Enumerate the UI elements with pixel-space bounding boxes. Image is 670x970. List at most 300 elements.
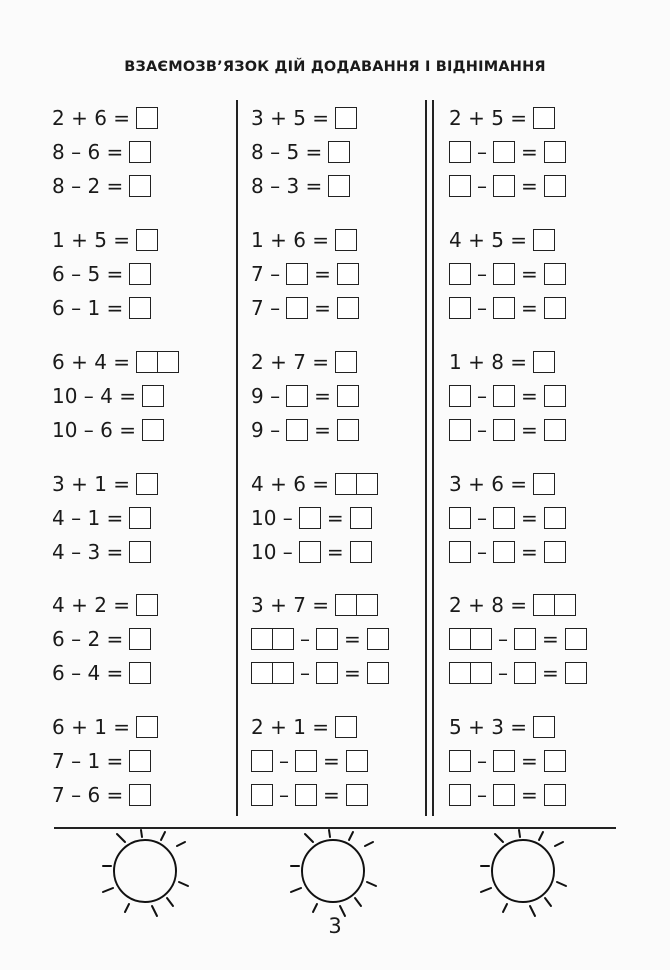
answer-box-group[interactable] [533, 716, 555, 738]
answer-box-group[interactable] [335, 107, 357, 129]
answer-box[interactable] [337, 419, 359, 441]
equation-row [251, 351, 357, 373]
answer-box[interactable] [335, 229, 357, 251]
answer-box[interactable] [449, 263, 471, 285]
equation-row [449, 750, 566, 772]
equation-row [52, 419, 164, 441]
sun-icon [283, 826, 383, 921]
equation-text: – [279, 749, 289, 773]
answer-box-group[interactable] [533, 229, 555, 251]
equation-text: 7 – [251, 262, 281, 286]
answer-box[interactable] [544, 541, 566, 563]
answer-box[interactable] [544, 419, 566, 441]
answer-box-group[interactable] [449, 750, 471, 772]
answer-box-group[interactable] [136, 716, 158, 738]
equation-text: 6 – 1 = [52, 296, 124, 320]
equation-row [251, 628, 389, 650]
answer-box-group[interactable] [129, 297, 151, 319]
equation-row [449, 716, 555, 738]
equation-text: 3 + 1 = [52, 472, 131, 496]
answer-box-group[interactable] [493, 541, 515, 563]
answer-box[interactable] [328, 141, 350, 163]
answer-box[interactable] [136, 351, 158, 373]
answer-box-group[interactable] [493, 385, 515, 407]
answer-box-group[interactable] [295, 750, 317, 772]
answer-box-group[interactable] [316, 662, 338, 684]
equation-text: 10 – [251, 506, 293, 530]
answer-box[interactable] [316, 628, 338, 650]
equation-row [52, 229, 158, 251]
equation-row [52, 263, 151, 285]
answer-box[interactable] [251, 662, 273, 684]
answer-box[interactable] [493, 419, 515, 441]
equation-text: 4 + 2 = [52, 593, 131, 617]
answer-box-group[interactable] [493, 297, 515, 319]
answer-box[interactable] [449, 175, 471, 197]
equation-text: 2 + 1 = [251, 715, 330, 739]
answer-box[interactable] [129, 662, 151, 684]
answer-box[interactable] [129, 628, 151, 650]
answer-box[interactable] [350, 541, 372, 563]
answer-box-group[interactable] [544, 141, 566, 163]
equation-text: = [521, 783, 538, 807]
equation-text: 2 + 6 = [52, 106, 131, 130]
equation-text: 10 – 4 = [52, 384, 137, 408]
answer-box-group[interactable] [449, 419, 471, 441]
answer-box[interactable] [335, 351, 357, 373]
answer-box[interactable] [449, 750, 471, 772]
answer-box-group[interactable] [129, 784, 151, 806]
answer-box[interactable] [136, 229, 158, 251]
equation-row [52, 662, 151, 684]
answer-box-group[interactable] [350, 541, 372, 563]
answer-box-group[interactable] [367, 628, 389, 650]
answer-box[interactable] [273, 628, 294, 650]
equation-text: 9 – [251, 418, 281, 442]
answer-box-group[interactable] [129, 750, 151, 772]
answer-box-group[interactable] [316, 628, 338, 650]
answer-box[interactable] [533, 229, 555, 251]
equation-text: 7 – 6 = [52, 783, 124, 807]
equation-text: 1 + 5 = [52, 228, 131, 252]
equation-text: 4 – 3 = [52, 540, 124, 564]
equation-text: = [521, 262, 538, 286]
equation-text: = [521, 140, 538, 164]
answer-box[interactable] [136, 716, 158, 738]
answer-box[interactable] [129, 750, 151, 772]
answer-box-group[interactable] [533, 107, 555, 129]
equation-row [251, 594, 378, 616]
answer-box-group[interactable] [251, 662, 294, 684]
answer-box[interactable] [337, 263, 359, 285]
answer-box[interactable] [449, 662, 471, 684]
answer-box[interactable] [337, 385, 359, 407]
equation-text: = [542, 661, 559, 685]
answer-box[interactable] [357, 473, 378, 495]
equation-text: = [326, 506, 344, 530]
answer-box[interactable] [533, 473, 555, 495]
answer-box[interactable] [158, 351, 179, 373]
page-number: 3 [328, 914, 342, 938]
column-divider [236, 100, 238, 816]
answer-box-group[interactable] [286, 297, 308, 319]
answer-box-group[interactable] [544, 263, 566, 285]
answer-box-group[interactable] [299, 507, 321, 529]
answer-box-group[interactable] [493, 750, 515, 772]
equation-text: – [477, 174, 487, 198]
answer-box[interactable] [142, 419, 164, 441]
answer-box[interactable] [129, 263, 151, 285]
equation-row [449, 784, 566, 806]
answer-box-group[interactable] [449, 141, 471, 163]
answer-box-group[interactable] [251, 784, 273, 806]
equation-text: 1 + 8 = [449, 350, 528, 374]
answer-box-group[interactable] [533, 351, 555, 373]
answer-box-group[interactable] [335, 716, 357, 738]
answer-box[interactable] [286, 263, 308, 285]
equation-row [449, 419, 566, 441]
equation-text: 2 + 7 = [251, 350, 330, 374]
answer-box-group[interactable] [337, 263, 359, 285]
equation-text: 6 + 4 = [52, 350, 131, 374]
answer-box-group[interactable] [544, 750, 566, 772]
answer-box[interactable] [471, 662, 492, 684]
answer-box[interactable] [533, 107, 555, 129]
equation-row [52, 507, 151, 529]
answer-box-group[interactable] [493, 141, 515, 163]
equation-row [251, 297, 359, 319]
equation-text: 10 – [251, 540, 293, 564]
equation-text: = [344, 627, 361, 651]
equation-text: 3 + 6 = [449, 472, 528, 496]
equation-row [52, 594, 158, 616]
answer-box[interactable] [295, 784, 317, 806]
answer-box[interactable] [449, 297, 471, 319]
equation-row [251, 750, 368, 772]
answer-box[interactable] [346, 750, 368, 772]
equation-text: = [314, 296, 331, 320]
answer-box[interactable] [544, 175, 566, 197]
answer-box[interactable] [565, 628, 587, 650]
equation-row [251, 507, 372, 529]
equation-row [449, 628, 587, 650]
equation-row [52, 784, 151, 806]
equation-text: = [521, 540, 538, 564]
equation-text: – [477, 262, 487, 286]
answer-box-group[interactable] [129, 507, 151, 529]
answer-box-group[interactable] [129, 175, 151, 197]
answer-box[interactable] [335, 716, 357, 738]
equation-text: = [314, 384, 331, 408]
answer-box-group[interactable] [328, 141, 350, 163]
answer-box-group[interactable] [299, 541, 321, 563]
answer-box[interactable] [493, 263, 515, 285]
answer-box-group[interactable] [544, 297, 566, 319]
answer-box[interactable] [493, 541, 515, 563]
answer-box[interactable] [129, 541, 151, 563]
answer-box[interactable] [514, 628, 536, 650]
answer-box-group[interactable] [544, 175, 566, 197]
equation-text: 6 + 1 = [52, 715, 131, 739]
equation-text: = [314, 262, 331, 286]
equation-row [449, 662, 587, 684]
answer-box[interactable] [129, 297, 151, 319]
equation-text: 7 – [251, 296, 281, 320]
answer-box[interactable] [286, 419, 308, 441]
answer-box-group[interactable] [449, 628, 492, 650]
equation-text: 4 + 6 = [251, 472, 330, 496]
answer-box-group[interactable] [286, 419, 308, 441]
answer-box[interactable] [286, 385, 308, 407]
answer-box-group[interactable] [533, 594, 576, 616]
answer-box[interactable] [493, 297, 515, 319]
answer-box[interactable] [337, 297, 359, 319]
answer-box[interactable] [357, 594, 378, 616]
answer-box[interactable] [471, 628, 492, 650]
answer-box[interactable] [493, 175, 515, 197]
equation-text: 9 – [251, 384, 281, 408]
answer-box[interactable] [335, 473, 357, 495]
equation-row [52, 541, 151, 563]
column-divider [432, 100, 434, 816]
answer-box-group[interactable] [565, 628, 587, 650]
answer-box-group[interactable] [129, 263, 151, 285]
equation-text: – [498, 661, 508, 685]
answer-box-group[interactable] [136, 473, 158, 495]
equation-text: 5 + 3 = [449, 715, 528, 739]
equation-text: 7 – 1 = [52, 749, 124, 773]
answer-box-group[interactable] [337, 419, 359, 441]
equation-row [449, 141, 566, 163]
equation-row [52, 628, 151, 650]
equation-text: – [300, 661, 310, 685]
answer-box[interactable] [449, 541, 471, 563]
answer-box[interactable] [316, 662, 338, 684]
equation-text: = [323, 783, 340, 807]
answer-box[interactable] [449, 141, 471, 163]
answer-box-group[interactable] [544, 784, 566, 806]
answer-box[interactable] [533, 716, 555, 738]
equation-row [251, 541, 372, 563]
answer-box[interactable] [533, 594, 555, 616]
answer-box[interactable] [346, 784, 368, 806]
answer-box[interactable] [544, 784, 566, 806]
equation-row [52, 297, 151, 319]
answer-box-group[interactable] [286, 385, 308, 407]
answer-box-group[interactable] [129, 628, 151, 650]
answer-box-group[interactable] [251, 750, 273, 772]
answer-box-group[interactable] [346, 784, 368, 806]
answer-box[interactable] [136, 107, 158, 129]
answer-box[interactable] [544, 297, 566, 319]
answer-box-group[interactable] [142, 419, 164, 441]
answer-box[interactable] [533, 351, 555, 373]
answer-box[interactable] [544, 750, 566, 772]
answer-box-group[interactable] [328, 175, 350, 197]
equation-text: 4 + 5 = [449, 228, 528, 252]
equation-row [449, 594, 576, 616]
answer-box-group[interactable] [493, 175, 515, 197]
equation-text: 4 – 1 = [52, 506, 124, 530]
answer-box-group[interactable] [493, 419, 515, 441]
answer-box-group[interactable] [449, 507, 471, 529]
answer-box-group[interactable] [367, 662, 389, 684]
equation-row [449, 297, 566, 319]
answer-box-group[interactable] [514, 662, 536, 684]
answer-box-group[interactable] [335, 594, 378, 616]
equation-row [251, 385, 359, 407]
answer-box[interactable] [449, 784, 471, 806]
equation-row [251, 473, 378, 495]
answer-box[interactable] [129, 507, 151, 529]
equation-row [52, 141, 151, 163]
answer-box-group[interactable] [335, 229, 357, 251]
answer-box-group[interactable] [449, 175, 471, 197]
equation-row [52, 175, 151, 197]
answer-box[interactable] [251, 784, 273, 806]
answer-box[interactable] [514, 662, 536, 684]
answer-box-group[interactable] [565, 662, 587, 684]
answer-box[interactable] [367, 662, 389, 684]
equation-row [449, 107, 555, 129]
answer-box[interactable] [493, 784, 515, 806]
answer-box[interactable] [449, 419, 471, 441]
equation-text: – [477, 540, 487, 564]
answer-box-group[interactable] [335, 473, 378, 495]
answer-box[interactable] [129, 141, 151, 163]
answer-box[interactable] [449, 507, 471, 529]
equation-row [251, 141, 350, 163]
answer-box-group[interactable] [251, 628, 294, 650]
answer-box-group[interactable] [136, 594, 158, 616]
answer-box-group[interactable] [449, 263, 471, 285]
equation-text: = [521, 418, 538, 442]
answer-box[interactable] [129, 175, 151, 197]
answer-box-group[interactable] [335, 351, 357, 373]
equation-text: = [323, 749, 340, 773]
equation-row [251, 229, 357, 251]
answer-box[interactable] [273, 662, 294, 684]
column-divider [425, 100, 427, 816]
equation-text: = [542, 627, 559, 651]
answer-box-group[interactable] [350, 507, 372, 529]
equation-text: 2 + 8 = [449, 593, 528, 617]
answer-box-group[interactable] [136, 351, 179, 373]
equation-text: = [521, 296, 538, 320]
answer-box[interactable] [335, 107, 357, 129]
answer-box-group[interactable] [493, 263, 515, 285]
answer-box-group[interactable] [449, 385, 471, 407]
answer-box-group[interactable] [129, 141, 151, 163]
equation-text: 8 – 2 = [52, 174, 124, 198]
equation-text: – [300, 627, 310, 651]
answer-box-group[interactable] [295, 784, 317, 806]
answer-box-group[interactable] [533, 473, 555, 495]
answer-box[interactable] [367, 628, 389, 650]
equation-row [52, 473, 158, 495]
equation-text: 10 – 6 = [52, 418, 137, 442]
answer-box-group[interactable] [514, 628, 536, 650]
answer-box[interactable] [136, 594, 158, 616]
answer-box[interactable] [142, 385, 164, 407]
equation-row [251, 107, 357, 129]
equation-row [251, 419, 359, 441]
answer-box-group[interactable] [129, 541, 151, 563]
answer-box-group[interactable] [544, 385, 566, 407]
equation-row [449, 229, 555, 251]
equation-text: = [521, 174, 538, 198]
answer-box[interactable] [286, 297, 308, 319]
answer-box[interactable] [328, 175, 350, 197]
answer-box-group[interactable] [346, 750, 368, 772]
answer-box[interactable] [565, 662, 587, 684]
equation-row [449, 473, 555, 495]
answer-box[interactable] [493, 385, 515, 407]
answer-box-group[interactable] [449, 297, 471, 319]
equation-row [251, 263, 359, 285]
equation-row [449, 385, 566, 407]
equation-text: 3 + 7 = [251, 593, 330, 617]
answer-box[interactable] [129, 784, 151, 806]
answer-box[interactable] [544, 385, 566, 407]
answer-box-group[interactable] [142, 385, 164, 407]
answer-box[interactable] [555, 594, 576, 616]
answer-box-group[interactable] [136, 229, 158, 251]
answer-box[interactable] [544, 507, 566, 529]
answer-box[interactable] [493, 750, 515, 772]
equation-text: = [344, 661, 361, 685]
answer-box[interactable] [493, 507, 515, 529]
answer-box[interactable] [335, 594, 357, 616]
answer-box[interactable] [544, 141, 566, 163]
equation-text: – [477, 418, 487, 442]
equation-text: = [521, 506, 538, 530]
answer-box-group[interactable] [544, 507, 566, 529]
answer-box-group[interactable] [544, 541, 566, 563]
equation-text: 2 + 5 = [449, 106, 528, 130]
answer-box[interactable] [449, 628, 471, 650]
answer-box[interactable] [299, 541, 321, 563]
answer-box-group[interactable] [449, 662, 492, 684]
equation-text: = [521, 384, 538, 408]
equation-row [449, 507, 566, 529]
answer-box[interactable] [299, 507, 321, 529]
answer-box[interactable] [251, 628, 273, 650]
equation-text: – [498, 627, 508, 651]
answer-box-group[interactable] [337, 385, 359, 407]
answer-box[interactable] [449, 385, 471, 407]
answer-box-group[interactable] [449, 784, 471, 806]
equation-text: – [279, 783, 289, 807]
sun-icon [473, 826, 573, 921]
answer-box-group[interactable] [493, 784, 515, 806]
answer-box-group[interactable] [136, 107, 158, 129]
answer-box[interactable] [251, 750, 273, 772]
answer-box[interactable] [136, 473, 158, 495]
answer-box-group[interactable] [129, 662, 151, 684]
answer-box-group[interactable] [544, 419, 566, 441]
answer-box[interactable] [350, 507, 372, 529]
answer-box-group[interactable] [493, 507, 515, 529]
equation-row [251, 175, 350, 197]
answer-box-group[interactable] [286, 263, 308, 285]
equation-text: 6 – 4 = [52, 661, 124, 685]
answer-box-group[interactable] [449, 541, 471, 563]
answer-box[interactable] [493, 141, 515, 163]
answer-box[interactable] [295, 750, 317, 772]
answer-box-group[interactable] [337, 297, 359, 319]
answer-box[interactable] [544, 263, 566, 285]
